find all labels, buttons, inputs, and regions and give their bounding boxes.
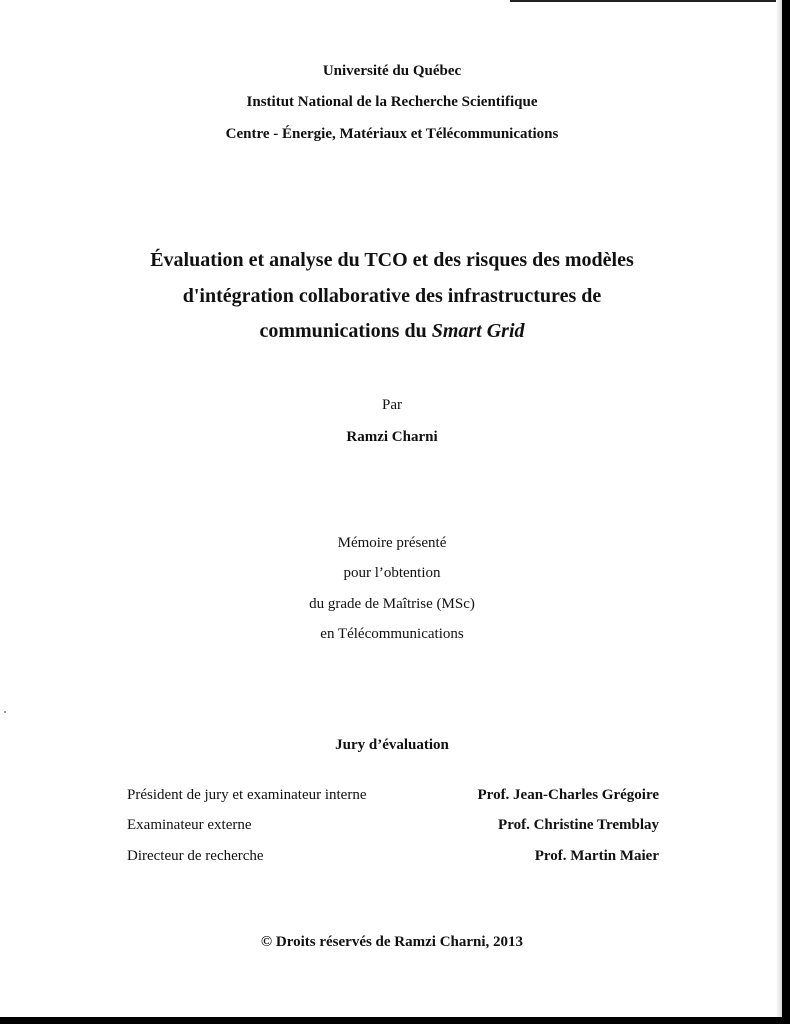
memoire-line-1: Mémoire présenté — [337, 535, 447, 551]
jury-member-name: Prof. Martin Maier — [534, 848, 659, 864]
jury-role: Directeur de recherche — [127, 848, 264, 864]
jury-row — [127, 848, 659, 868]
memoire-line-2: pour l’obtention — [343, 565, 441, 581]
scan-edge-right — [782, 0, 790, 1024]
jury-member-name: Prof. Jean-Charles Grégoire — [477, 787, 659, 803]
jury-role: Président de jury et examinateur interne — [127, 787, 367, 803]
title-line-3-prefix: communications du — [259, 320, 427, 342]
memoire-line-3: du grade de Maîtrise (MSc) — [309, 596, 475, 612]
memoire-line-4: en Télécommunications — [320, 626, 464, 642]
institute-name: Institut National de la Recherche Scientifique — [246, 94, 538, 110]
centre-name: Centre - Énergie, Matériaux et Télécommunications — [225, 126, 559, 142]
scan-edge-bottom — [0, 1017, 790, 1024]
jury-row — [127, 817, 659, 837]
by-label: Par — [382, 397, 402, 413]
scan-edge-top — [510, 0, 790, 2]
title-line-3 — [0, 320, 784, 343]
scan-speck — [4, 711, 6, 713]
jury-role: Examinateur externe — [127, 817, 252, 833]
title-smart-grid: Smart Grid — [431, 320, 525, 342]
title-line-2: d'intégration collaborative des infrastructures de — [182, 285, 602, 307]
copyright-notice: © Droits réservés de Ramzi Charni, 2013 — [260, 934, 524, 950]
jury-heading: Jury d’évaluation — [335, 737, 449, 753]
jury-row — [127, 787, 659, 807]
jury-member-name: Prof. Christine Tremblay — [498, 817, 659, 833]
university-name: Université du Québec — [322, 63, 462, 79]
author-name: Ramzi Charni — [346, 429, 438, 445]
title-line-1: Évaluation et analyse du TCO et des risques des modèles — [150, 249, 634, 271]
